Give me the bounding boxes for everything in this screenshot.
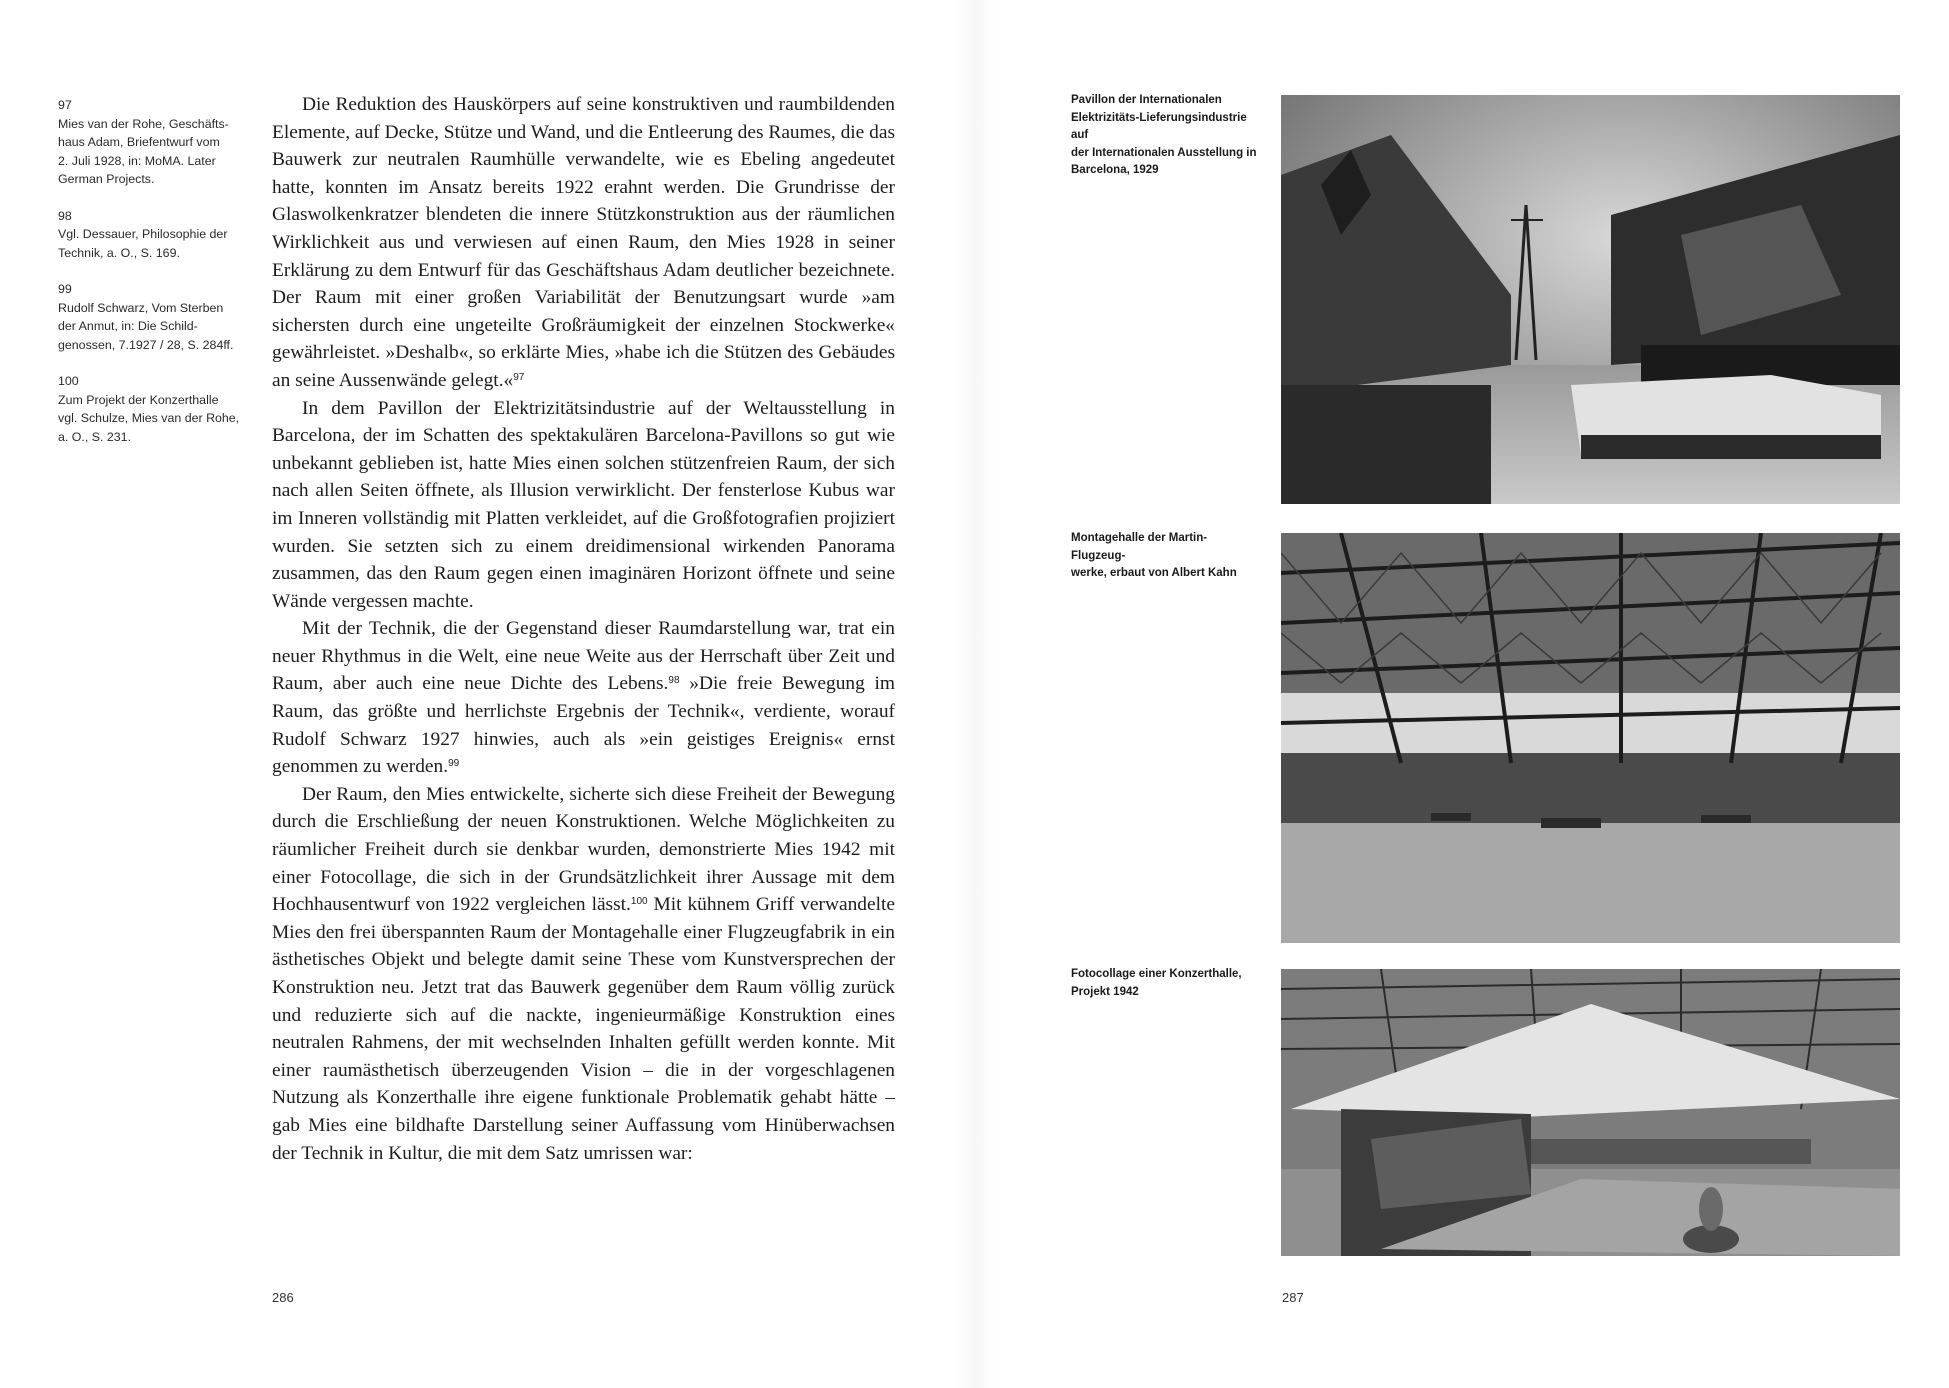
paragraph	[272, 395, 895, 616]
page-number-right: 287	[1282, 1290, 1304, 1305]
paragraph	[272, 781, 895, 1167]
paragraph-text: Mit kühnem Griff verwandelte Mies den frei überspannten Raum der Montagehalle einer Flugzeugfabrik in ein ästhetisches Objekt und belegte damit seine These vom Kunstversprechen der Konstruktion neu. Jetzt trat das Bauwerk gegenüber dem Raum völlig zurück und reduzierte sich auf die nackte, ingenieurmäßige Konstruktion eines neutralen Rahmens, der mit wechselnden Inhalten gefüllt werden konnte. Mit einer raumästhetisch überzeugenden Vision – die in der vorgeschlagenen Nutzung als Konzerthalle ihre eigene funktionale Problematik gehabt hätte – gab Mies eine bildhafte Darstellung seiner Auffassung vom Hinüberwachsen der Technik in Kultur, die mit dem Satz umrissen war:	[272, 894, 895, 1164]
figure-caption: Fotocollage einer Konzerthalle, Projekt 1942	[1071, 968, 1242, 998]
footnote-100	[58, 372, 254, 446]
paragraph-text: Der Raum, den Mies entwickelte, sicherte sich diese Freiheit der Bewegung durch die Erschließung der neuen Konstruktionen. Welche Möglichkeiten zu räumlicher Freiheit durch sie denkbar wurden, demonstrierte Mies 1942 mit einer Fotocollage, die sich in der Grundsätzlichkeit ihrer Aussage mit dem Hochhausentwurf von 1922 vergleichen lässt.	[272, 783, 895, 916]
footnote-99	[58, 280, 254, 354]
footnote-number: 97	[58, 98, 72, 112]
figure-caption: Pavillon der Internationalen Elektrizitäts-Lieferungsindustrie auf der Internationalen Ausstellung in Barcelona, 1929	[1071, 94, 1257, 176]
footnote-text: Zum Projekt der Konzerthalle vgl. Schulze, Mies van der Rohe, a. O., S. 231.	[58, 392, 240, 444]
footnote-98	[58, 207, 254, 263]
footnote-ref: 99	[448, 758, 460, 770]
paragraph-text: Die Reduktion des Hauskörpers auf seine konstruktiven und raumbildenden Elemente, auf Decke, Stütze und Wand, und die Entleerung des Raumes, die das Bauwerk zur neutralen Raumhülle verwandelte, wie es Ebeling angedeutet hatte, konnten im Ansatz bereits 1922 erahnt werden. Die Grundrisse der Glaswolkenkratzer blendeten die innere Stützkonstruktion aus der räumlichen Wirklichkeit aus und verwiesen auf einen Raum, den Mies 1928 in seiner Erklärung zu dem Entwurf für das Geschäftshaus Adam deutlicher bezeichnete. Der Raum mit einer großen Variabilität der Benutzungsart wurde »am sichersten durch eine ungeteilte Großräumigkeit der einzelnen Stockwerke« gewährleistet. »Deshalb«, so erklärte Mies, »habe ich die Stützen des Gebäudes an seine Aussenwände gelegt.«	[272, 94, 895, 391]
page-number-left: 286	[272, 1290, 294, 1305]
paragraph-text: »Die freie Bewegung im Raum, das größte und herrlichste Ergebnis der Technik«, verdiente, worauf Rudolf Schwarz 1927 hinwies, auch als »ein geistiges Ereignis« ernst genommen zu werden.	[272, 673, 895, 778]
body-text	[272, 91, 895, 1167]
footnote-number: 98	[58, 208, 72, 223]
footnote-number: 99	[58, 282, 72, 296]
concert-hall-collage	[1281, 969, 1900, 1256]
footnote-text: Vgl. Dessauer, Philosophie der Technik, a. O., S. 169.	[58, 227, 228, 260]
footnote-text: Rudolf Schwarz, Vom Sterben der Anmut, in: Die Schild- genossen, 7.1927 / 28, S. 284ff.	[58, 300, 234, 352]
paragraph	[272, 91, 895, 395]
footnote-number: 100	[58, 374, 79, 388]
assembly-hall-photo	[1281, 533, 1900, 943]
footnote-97	[58, 96, 254, 189]
pavilion-photo	[1281, 95, 1900, 504]
paragraph-text: In dem Pavillon der Elektrizitätsindustrie auf der Weltausstellung in Barcelona, der im Schatten des spektakulären Barcelona-Pavillons so gut wie unbekannt geblieben ist, hatte Mies einen solchen stützenfreien Raum, der sich nach allen Seiten öffnete, als Illusion verwirklicht. Der fensterlose Kubus war im Inneren vollständig mit Platten verkleidet, auf die Großfotografien projiziert wurden. Sie setzten sich zu einem dreidimensional wirkenden Panorama zusammen, das den Raum gegen einen imaginären Horizont öffnete und seine Wände vergessen machte.	[272, 397, 895, 612]
footnotes	[58, 96, 254, 464]
paragraph	[272, 615, 895, 781]
footnote-ref: 98	[668, 675, 680, 687]
footnote-text: Mies van der Rohe, Geschäfts- haus Adam, Briefentwurf vom 2. Juli 1928, in: MoMA. Later German Projects.	[58, 116, 229, 186]
footnote-ref: 100	[630, 896, 648, 908]
footnote-ref: 97	[513, 371, 525, 383]
figure-caption: Montagehalle der Martin-Flugzeug- werke, erbaut von Albert Kahn	[1071, 532, 1237, 579]
paragraph-text: Mit der Technik, die der Gegenstand dieser Raumdarstellung war, trat ein neuer Rhythmus in die Welt, eine neue Weite aus der Herrschaft über Zeit und Raum, aber auch eine neue Dichte des Lebens.	[272, 618, 895, 695]
gutter	[955, 0, 995, 1388]
